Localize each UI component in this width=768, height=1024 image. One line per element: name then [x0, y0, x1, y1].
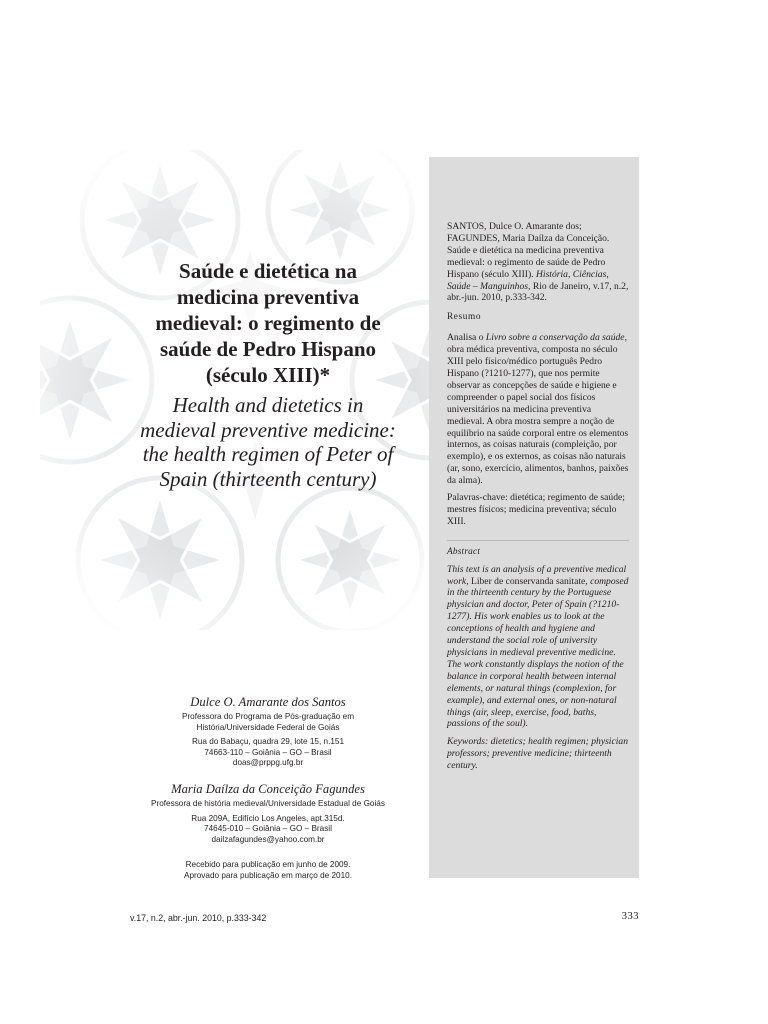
abstract-text-part: This text is an analysis of a preventive medical work, [447, 563, 627, 587]
title-pt-line: medicina preventiva [176, 285, 360, 309]
keywords-portuguese: Palavras-chave: dietética; regimento de saúde; mestres físicos; medicina preventiva; século XIII. [447, 492, 625, 527]
submission-dates [118, 860, 418, 881]
resumo-heading: Resumo [447, 312, 482, 323]
title-en-line: the health regimen of Peter of [142, 442, 394, 466]
abstract-heading: Abstract [447, 546, 481, 557]
author-affiliation: História/Universidade Federal de Goiás [196, 722, 340, 732]
approved-date: Aprovado para publicação em março de 2010. [184, 870, 352, 880]
author-address: 74645-010 – Goiânia – GO – Brasil [204, 824, 332, 834]
author-name: Dulce O. Amarante dos Santos [190, 695, 346, 709]
received-date: Recebido para publicação em junho de 2009. [185, 860, 351, 870]
book-title: Livro sobre a conservação da saúde [485, 332, 625, 344]
resumo-text-part: , obra médica preventiva, composta no século XIII pelo físico/médico português Pedro Hispano (?1210-1277), que nos permite observar as concepções de saúde e higiene e compreender o papel social dos físicos universitários na medicina preventiva medieval. A obra mostra sempre a noção de equilíbrio na saúde corporal entre os elementos internos, as coisas naturais (compleição, por exemplo), e os externos, as coisas não naturais (ar, sono, exercício, alimentos, banhos, paixões da alma). [447, 332, 629, 487]
title-pt-line: (século XIII)* [205, 363, 331, 387]
title-en-line: medieval preventive medicine: [140, 417, 396, 442]
abstract-text-part: , composed in the thirteenth century by the Portuguese physician and doctor, Peter of Spain (?1210-1277). His work enables us to look at the conceptions of health and hygiene and understand the social role of university physicians in medieval preventive medicine. The work constantly displays the notion of the balance in corporal health between internal elements, or natural things (complexion, for example), and external ones, or non-natural things (air, sleep, exercise, food, baths, passions of the soul). [447, 575, 629, 730]
citation-text: SANTOS, Dulce O. Amarante dos; FAGUNDES, Maria Daílza da Conceição. Saúde e dietética na medicina preventiva medieval: o regimento de saúde de Pedro Hispano (século XIII). [447, 221, 610, 280]
author-affiliation: Professora de história medieval/Universidade Estadual de Goiás [151, 798, 385, 808]
article-title-english [118, 393, 418, 491]
article-title-portuguese [118, 258, 418, 388]
geometric-ornament-background [40, 150, 460, 630]
author-affiliation: Professora do Programa de Pós-graduação em [181, 712, 355, 721]
latin-title: Liber de conservanda sanitate [470, 575, 586, 587]
title-pt-line: Saúde e dietética na [179, 259, 357, 283]
title-pt-line: saúde de Pedro Hispano [159, 337, 377, 361]
author-name: Maria Daílza da Conceição Fagundes [171, 781, 365, 796]
author-address: Rua 209A, Edifício Los Angeles, apt.315d. [191, 813, 345, 823]
author-address: Rua do Babaçu, quadra 29, lote 15, n.151 [191, 737, 345, 747]
footer-issue-info: v.17, n.2, abr.-jun. 2010, p.333-342 [130, 913, 267, 923]
abstract-sidebar [429, 157, 639, 878]
author-email: dailzafagundes@yahoo.com.br [211, 834, 325, 844]
journal-name: História, Ciências, Saúde – Manguinhos [447, 268, 609, 292]
author-address: 74663-110 – Goiânia – GO – Brasil [204, 747, 332, 757]
citation [447, 221, 629, 304]
resumo-text [447, 332, 629, 487]
section-divider [447, 540, 629, 541]
author-email: doas@prppg.ufg.br [232, 758, 304, 768]
title-en-line: Spain (thirteenth century) [159, 466, 377, 491]
keywords-english: Keywords: dietetics; health regimen; physician professors; preventive medicine; thirteenth century. [447, 736, 628, 772]
title-en-line: Health and dietetics in [172, 393, 364, 417]
citation-text: , Rio de Janeiro, v.17, n.2, abr.-jun. 2010, p.333-342. [447, 280, 629, 304]
abstract-text [447, 564, 629, 731]
title-pt-line: medieval: o regimento de [155, 311, 381, 335]
author-block [118, 694, 418, 882]
page-number: 333 [621, 911, 639, 922]
resumo-text-part: Analisa o [447, 332, 486, 344]
